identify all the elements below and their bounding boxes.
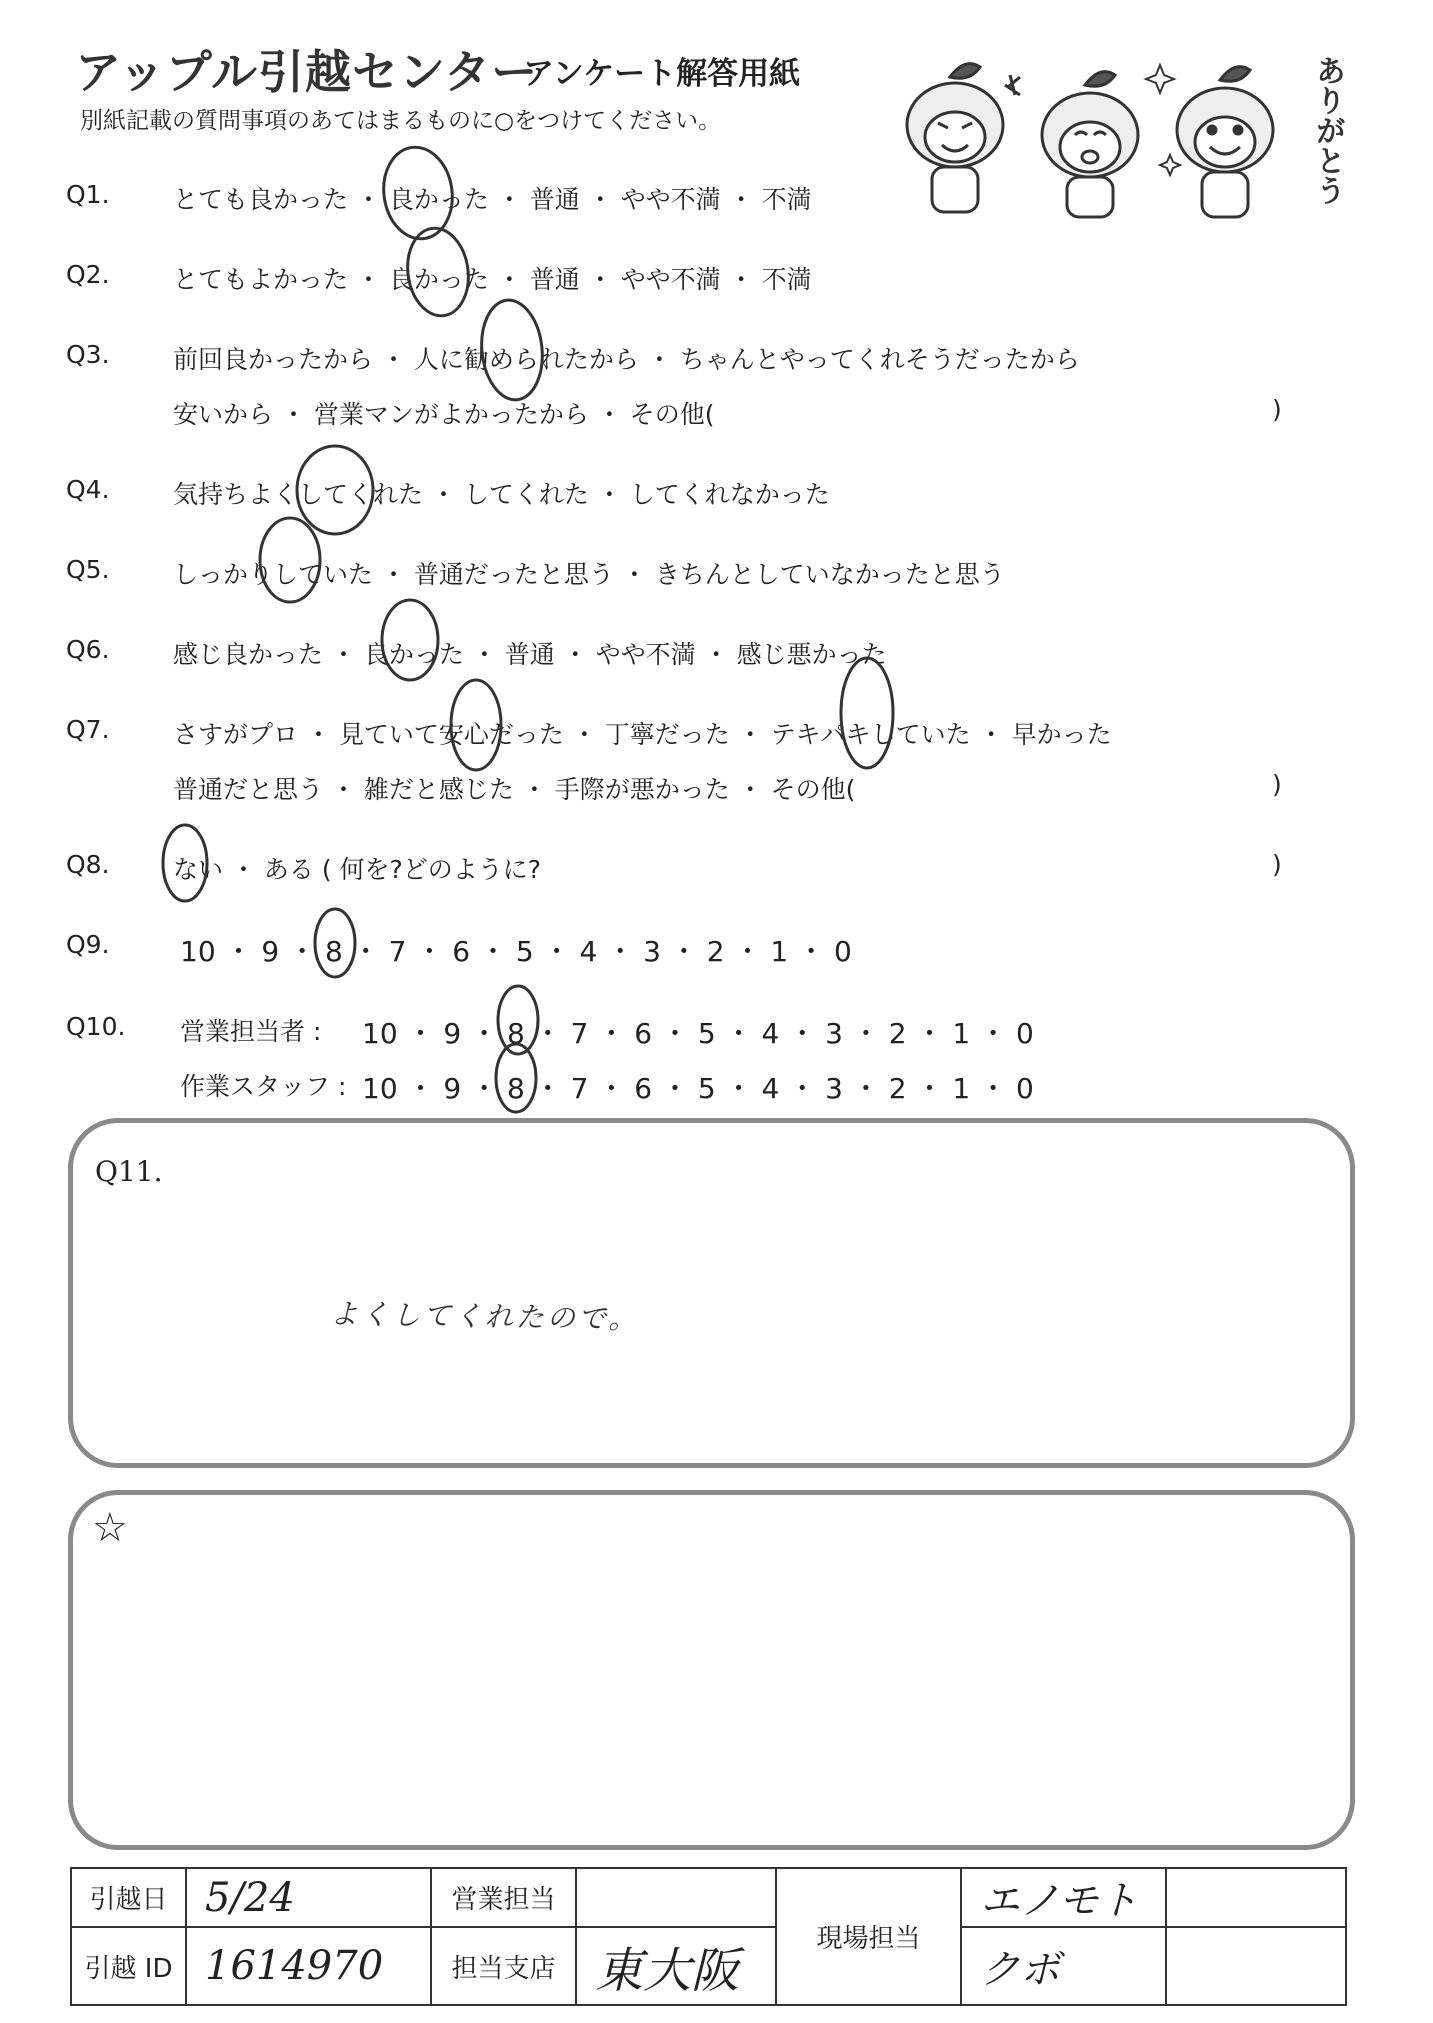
q10-staff-label: 作業スタッフ : [180,1072,347,1101]
q1-label: Q1. [66,180,110,209]
site-rep-extra-1[interactable] [1166,1868,1346,1927]
move-id-value[interactable]: 1614970 [186,1927,431,2005]
q6-options[interactable]: 感じ良かった ・ 良かった ・ 普通 ・ やや不満 ・ 感じ悪かった [173,640,887,669]
q8-close-paren: ) [1272,850,1282,879]
q4-options[interactable]: 気持ちよくしてくれた ・ してくれた ・ してくれなかった [173,480,830,509]
move-date-label: 引越日 [71,1868,186,1927]
mascot-caption: ありがとう [1310,55,1345,205]
q10-sales-scale[interactable]: 10 ・ 9 ・ 8 ・ 7 ・ 6 ・ 5 ・ 4 ・ 3 ・ 2 ・ 1 ・ 0 [362,1017,1034,1050]
q3-close-paren: ) [1272,395,1282,424]
q1-options[interactable]: とても良かった ・ 良かった ・ 普通 ・ やや不満 ・ 不満 [173,185,812,214]
sales-rep-value[interactable] [576,1868,776,1927]
q10-label: Q10. [66,1012,126,1041]
answer-circle-q7b [841,658,893,768]
answer-circle-q7a [451,680,501,770]
company-name: アップル引越センター [75,45,539,99]
answer-circle-q9 [315,909,355,977]
move-id-label: 引越 ID [71,1927,186,2005]
q8-options[interactable]: ない ・ ある ( 何を?どのように? [173,855,542,884]
answer-circle-q4 [297,446,373,534]
q6-label: Q6. [66,635,110,664]
answer-circle-q8 [163,825,207,901]
branch-label: 担当支店 [431,1927,576,2005]
q7-label: Q7. [66,715,110,744]
form-title: アンケート解答用紙 [523,56,801,92]
q7-options-line1[interactable]: さすがプロ ・ 見ていて安心だった ・ 丁寧だった ・ テキパキしていた ・ 早かった [173,720,1112,749]
q3-label: Q3. [66,340,110,369]
site-rep-value-2[interactable]: クボ [961,1927,1166,2005]
q11-label: Q11. [95,1155,163,1188]
answer-circle-q3 [477,297,547,403]
q7-close-paren: ) [1272,770,1282,799]
q11-comment-box[interactable] [68,1118,1355,1468]
q10-staff-scale[interactable]: 10 ・ 9 ・ 8 ・ 7 ・ 6 ・ 5 ・ 4 ・ 3 ・ 2 ・ 1 ・ 0 [362,1072,1034,1105]
q4-label: Q4. [66,475,110,504]
site-rep-label: 現場担当 [776,1868,961,2005]
q9-label: Q9. [66,930,110,959]
instructions: 別紙記載の質問事項のあてはまるものに○をつけてください。 [80,108,722,134]
star-icon: ☆ [92,1505,128,1551]
move-info-table [70,1867,1347,2006]
q2-label: Q2. [66,260,110,289]
site-rep-value-1[interactable]: エノモト [961,1868,1166,1927]
answer-circle-q5 [260,518,320,602]
q11-handwritten-answer: よくしてくれたので。 [329,1297,640,1336]
site-rep-extra-2[interactable] [1166,1927,1346,2005]
q3-options-line2[interactable]: 安いから ・ 営業マンがよかったから ・ その他( [173,400,715,429]
q8-label: Q8. [66,850,110,879]
q5-options[interactable]: しっかりしていた ・ 普通だったと思う ・ きちんとしていなかったと思う [173,560,1005,589]
q10-sales-label: 営業担当者 : [180,1017,322,1046]
star-comment-box[interactable] [68,1490,1355,1850]
answer-circle-q1 [378,143,458,244]
q9-scale[interactable]: 10 ・ 9 ・ 8 ・ 7 ・ 6 ・ 5 ・ 4 ・ 3 ・ 2 ・ 1 ・ 0 [180,935,852,968]
sales-rep-label: 営業担当 [431,1868,576,1927]
q7-options-line2[interactable]: 普通だと思う ・ 雑だと感じた ・ 手際が悪かった ・ その他( [173,775,856,804]
branch-value[interactable]: 東大阪 [576,1927,776,2005]
move-date-value[interactable]: 5/24 [186,1868,431,1927]
q5-label: Q5. [66,555,110,584]
answer-circle-q6 [382,600,438,680]
q2-options[interactable]: とてもよかった ・ 良かった ・ 普通 ・ やや不満 ・ 不満 [173,265,812,294]
q3-options-line1[interactable]: 前回良かったから ・ 人に勧められたから ・ ちゃんとやってくれそうだったから [173,345,1080,374]
